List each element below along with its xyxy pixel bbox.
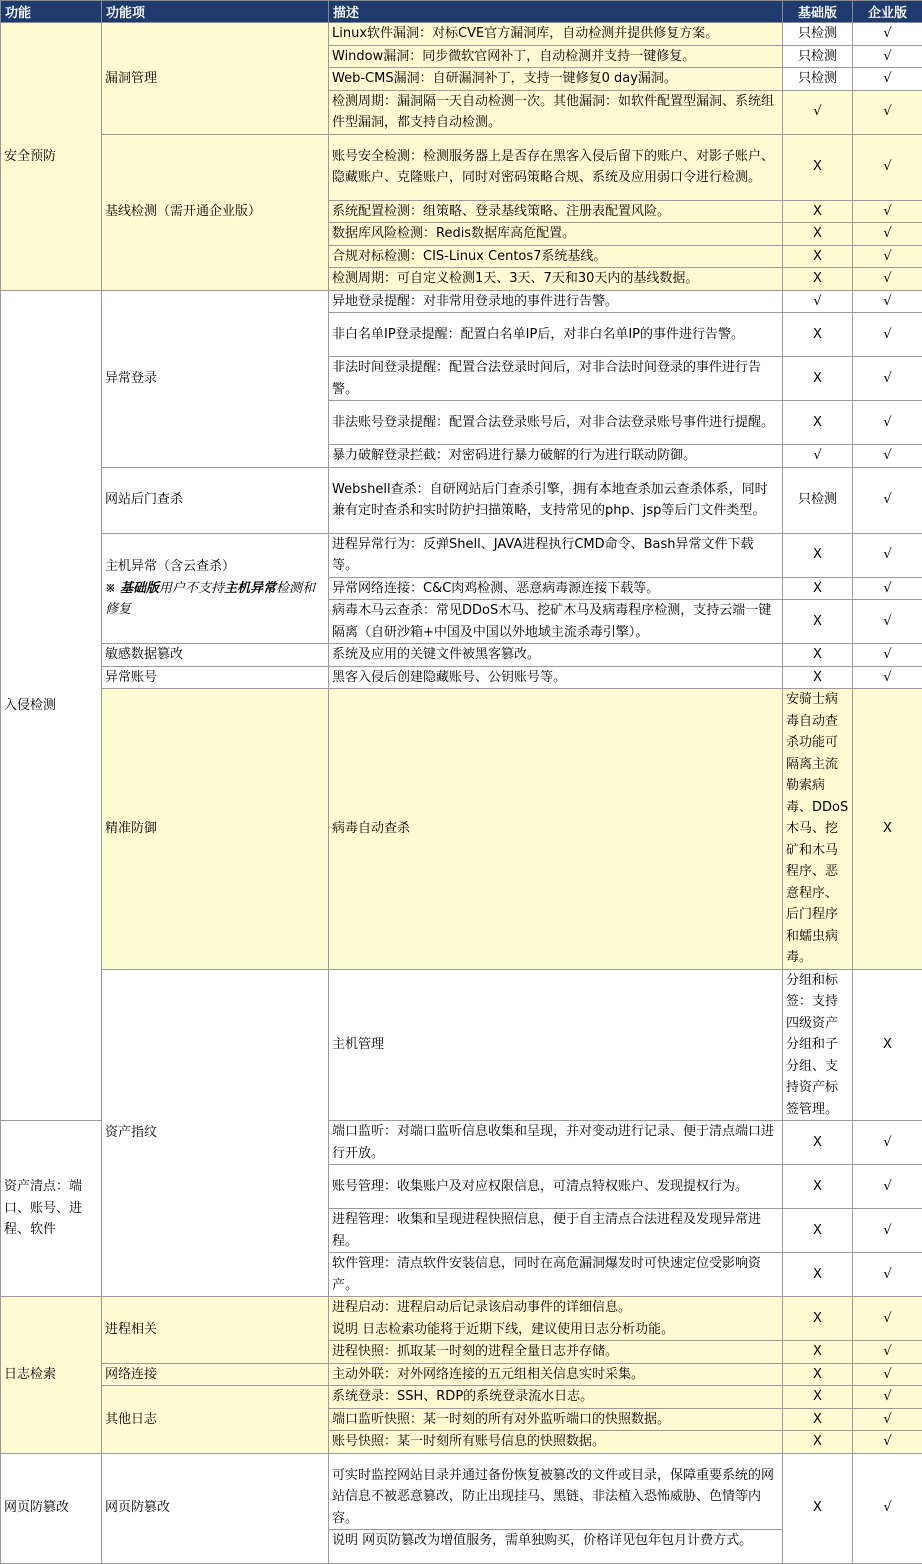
enterprise-support: √	[853, 666, 922, 689]
row-desc: 黑客入侵后创建隐藏账号、公钥账号等。	[329, 666, 783, 689]
row-desc: 系统登录：SSH、RDP的系统登录流水日志。	[329, 1386, 783, 1409]
row-desc: 进程异常行为：反弹Shell、JAVA进程执行CMD命令、Bash异常文件下载等。	[329, 533, 783, 577]
item-login: 异常登录	[102, 290, 329, 467]
row-desc: 非法时间登录提醒：配置合法登录时间后，对非合法时间登录的事件进行告警。	[329, 357, 783, 401]
note-basic: 基础版	[120, 581, 159, 596]
row-desc: 检测周期：可自定义检测1天、3天、7天和30天内的基线数据。	[329, 268, 783, 291]
enterprise-support: √	[853, 200, 922, 223]
item-baseline: 基线检测（需开通企业版）	[102, 134, 329, 290]
row-desc: 账号快照：某一时刻所有账号信息的快照数据。	[329, 1431, 783, 1454]
row-desc: 进程快照：抓取某一时刻的进程全量日志并存储。	[329, 1341, 783, 1364]
enterprise-support: √	[853, 357, 922, 401]
enterprise-support: √	[853, 1453, 922, 1563]
row-desc: 系统及应用的关键文件被黑客篡改。	[329, 644, 783, 667]
item-tamper: 网页防篡改	[102, 1453, 329, 1563]
row-desc: 账号安全检测：检测服务器上是否存在黑客入侵后留下的账户、对影子账户、隐藏账户、克隆账户，同时对密码策略合规、系统及应用弱口令进行检测。	[329, 134, 783, 200]
row-desc: 端口监听：对端口监听信息收集和呈现，并对变动进行记录、便于清点端口进行开放。	[329, 1121, 783, 1165]
basic-support: X	[783, 200, 853, 223]
basic-support: X	[783, 1431, 853, 1454]
basic-support: X	[783, 1408, 853, 1431]
enterprise-support: √	[853, 577, 922, 600]
table-row	[1, 689, 922, 970]
row-desc	[329, 1453, 783, 1563]
basic-support: X	[783, 357, 853, 401]
table-row	[1, 290, 922, 313]
basic-support: 只检测	[783, 68, 853, 91]
note-mid: 用户不支持	[159, 581, 224, 596]
enterprise-support: √	[853, 313, 922, 357]
basic-support: X	[783, 1253, 853, 1297]
row-desc: 系统配置检测：组策略、登录基线策略、注册表配置风险。	[329, 200, 783, 223]
basic-support: X	[783, 134, 853, 200]
item-host-mgmt: 主机管理	[329, 969, 783, 1121]
enterprise-support: √	[853, 533, 922, 577]
row-desc: 账号管理：收集账户及对应权限信息，可清点特权账户、发现提权行为。	[329, 1165, 783, 1209]
item-virus: 病毒自动查杀	[329, 689, 783, 970]
header-enterprise: 企业版	[853, 1, 922, 23]
group-asset: 资产指纹	[102, 969, 329, 1297]
enterprise-support: √	[853, 1341, 922, 1364]
table-row	[1, 969, 922, 1121]
enterprise-support: √	[853, 1408, 922, 1431]
note-prefix: ※	[105, 581, 120, 596]
enterprise-support: √	[853, 445, 922, 468]
basic-support: X	[783, 644, 853, 667]
host-anomaly-label: 主机异常（含云查杀）	[105, 556, 325, 578]
basic-support: √	[783, 290, 853, 313]
item-sensitive-data: 敏感数据篡改	[102, 644, 329, 667]
enterprise-support: √	[853, 245, 922, 268]
item-host-anomaly	[102, 533, 329, 644]
enterprise-support: √	[853, 134, 922, 200]
item-webshell: 网站后门查杀	[102, 467, 329, 533]
basic-support: X	[783, 268, 853, 291]
note-host: 主机异常	[224, 581, 276, 596]
basic-support: 只检测	[783, 45, 853, 68]
enterprise-support: √	[853, 1209, 922, 1253]
row-desc: 进程管理：收集和呈现进程快照信息，便于自主清点合法进程及发现异常进程。	[329, 1209, 783, 1253]
header-basic: 基础版	[783, 1, 853, 23]
row-desc	[329, 1297, 783, 1341]
group-tamper: 网页防篡改	[1, 1453, 102, 1563]
enterprise-support: √	[853, 290, 922, 313]
row-desc: 非白名单IP登录提醒：配置白名单IP后，对非白名单IP的事件进行告警。	[329, 313, 783, 357]
table-row	[1, 134, 922, 200]
enterprise-support: √	[853, 401, 922, 445]
enterprise-support: √	[853, 1363, 922, 1386]
basic-support: X	[783, 1297, 853, 1341]
item-process: 进程相关	[102, 1297, 329, 1364]
enterprise-support: √	[853, 68, 922, 91]
basic-support: X	[783, 1121, 853, 1165]
log-retire-note: 说明 日志检索功能将于近期下线，建议使用日志分析功能。	[332, 1319, 779, 1341]
basic-support: X	[783, 577, 853, 600]
table-row	[1, 467, 922, 533]
table-row	[1, 644, 922, 667]
enterprise-support: √	[853, 600, 922, 644]
row-desc: 分组和标签：支持四级资产分组和子分组、支持资产标签管理。	[783, 969, 853, 1121]
enterprise-support: √	[853, 1253, 922, 1297]
enterprise-support: √	[853, 1165, 922, 1209]
enterprise-support: √	[853, 1431, 922, 1454]
row-desc: Webshell查杀：自研网站后门查杀引擎，拥有本地查杀加云查杀体系，同时兼有定时查杀和实时防护扫描策略，支持常见的php、jsp等后门文件类型。	[329, 467, 783, 533]
process-start-text: 进程启动：进程启动后记录该启动事件的详细信息。	[332, 1297, 779, 1319]
table-row	[1, 533, 922, 577]
table-row	[1, 666, 922, 689]
basic-support: 只检测	[783, 467, 853, 533]
basic-support: X	[783, 313, 853, 357]
row-desc: 暴力破解登录拦截：对密码进行暴力破解的行为进行联动防御。	[329, 445, 783, 468]
basic-support: X	[783, 1453, 853, 1563]
basic-support: X	[783, 1363, 853, 1386]
row-desc: 异常网络连接：C&C肉鸡检测、恶意病毒源连接下载等。	[329, 577, 783, 600]
item-inventory: 资产清点：端口、账号、进程、软件	[1, 1121, 102, 1297]
group-security: 安全预防	[1, 23, 102, 291]
basic-support: X	[783, 401, 853, 445]
row-desc: 合规对标检测：CIS-Linux Centos7系统基线。	[329, 245, 783, 268]
group-intrusion: 入侵检测	[1, 290, 102, 1121]
basic-support: X	[853, 969, 922, 1121]
host-anomaly-note	[105, 578, 325, 621]
basic-support: 只检测	[783, 23, 853, 46]
enterprise-support: √	[853, 467, 922, 533]
basic-support: X	[783, 666, 853, 689]
row-desc: 软件管理：清点软件安装信息，同时在高危漏洞爆发时可快速定位受影响资产。	[329, 1253, 783, 1297]
enterprise-support: √	[853, 644, 922, 667]
row-desc: 病毒木马云查杀：常见DDoS木马、挖矿木马及病毒程序检测，支持云端一键隔离（自研沙箱+中国及中国以外地域主流杀毒引擎）。	[329, 600, 783, 644]
header-function: 功能	[1, 1, 102, 23]
item-other-log: 其他日志	[102, 1386, 329, 1454]
table-row	[1, 23, 922, 46]
table-row	[1, 1386, 922, 1409]
basic-support: X	[783, 1165, 853, 1209]
row-desc: Web-CMS漏洞：自研漏洞补丁，支持一键修复0 day漏洞。	[329, 68, 783, 91]
row-desc: 端口监听快照：某一时刻的所有对外监听端口的快照数据。	[329, 1408, 783, 1431]
table-row	[1, 1363, 922, 1386]
enterprise-support: √	[853, 1297, 922, 1341]
enterprise-support: √	[853, 268, 922, 291]
enterprise-support: √	[853, 23, 922, 46]
group-log: 日志检索	[1, 1297, 102, 1454]
table-row	[1, 1453, 922, 1563]
row-desc: 异地登录提醒：对非常用登录地的事件进行告警。	[329, 290, 783, 313]
enterprise-support: √	[853, 223, 922, 246]
row-desc: 安骑士病毒自动查杀功能可隔离主流勒索病毒、DDoS木马、挖矿和木马程序、恶意程序、后门程序和蠕虫病毒。	[783, 689, 853, 970]
row-desc: Linux软件漏洞：对标CVE官方漏洞库，自动检测并提供修复方案。	[329, 23, 783, 46]
basic-support: X	[853, 689, 922, 970]
item-abnormal-account: 异常账号	[102, 666, 329, 689]
basic-support: √	[783, 90, 853, 134]
row-desc: 数据库风险检测：Redis数据库高危配置。	[329, 223, 783, 246]
table-row	[1, 1297, 922, 1341]
header-description: 描述	[329, 1, 783, 23]
group-precise: 精准防御	[102, 689, 329, 970]
enterprise-support: √	[853, 1386, 922, 1409]
item-vuln: 漏洞管理	[102, 23, 329, 135]
basic-support: X	[783, 1209, 853, 1253]
tamper-desc-text: 可实时监控网站目录并通过备份恢复被篡改的文件或目录，保障重要系统的网站信息不被恶意篡改，防止出现挂马、黑链、非法植入恐怖威胁、色情等内容。	[332, 1465, 779, 1530]
tamper-note: 说明 网页防篡改为增值服务，需单独购买，价格详见包年包月计费方式。	[329, 1529, 782, 1552]
basic-support: X	[783, 600, 853, 644]
row-desc: 非法账号登录提醒：配置合法登录账号后，对非合法登录账号事件进行提醒。	[329, 401, 783, 445]
row-desc: 检测周期：漏洞隔一天自动检测一次。其他漏洞：如软件配置型漏洞、系统组件型漏洞，都支持自动检测。	[329, 90, 783, 134]
header-item: 功能项	[102, 1, 329, 23]
note-end: 检测和修复	[105, 581, 315, 618]
basic-support: X	[783, 223, 853, 246]
basic-support: √	[783, 445, 853, 468]
enterprise-support: √	[853, 1121, 922, 1165]
row-desc: 主动外联：对外网络连接的五元组相关信息实时采集。	[329, 1363, 783, 1386]
enterprise-support: √	[853, 45, 922, 68]
item-network: 网络连接	[102, 1363, 329, 1386]
basic-support: X	[783, 1386, 853, 1409]
basic-support: X	[783, 245, 853, 268]
basic-support: X	[783, 1341, 853, 1364]
basic-support: X	[783, 533, 853, 577]
row-desc: Window漏洞：同步微软官网补丁，自动检测并支持一键修复。	[329, 45, 783, 68]
enterprise-support: √	[853, 90, 922, 134]
header-row	[1, 1, 922, 23]
